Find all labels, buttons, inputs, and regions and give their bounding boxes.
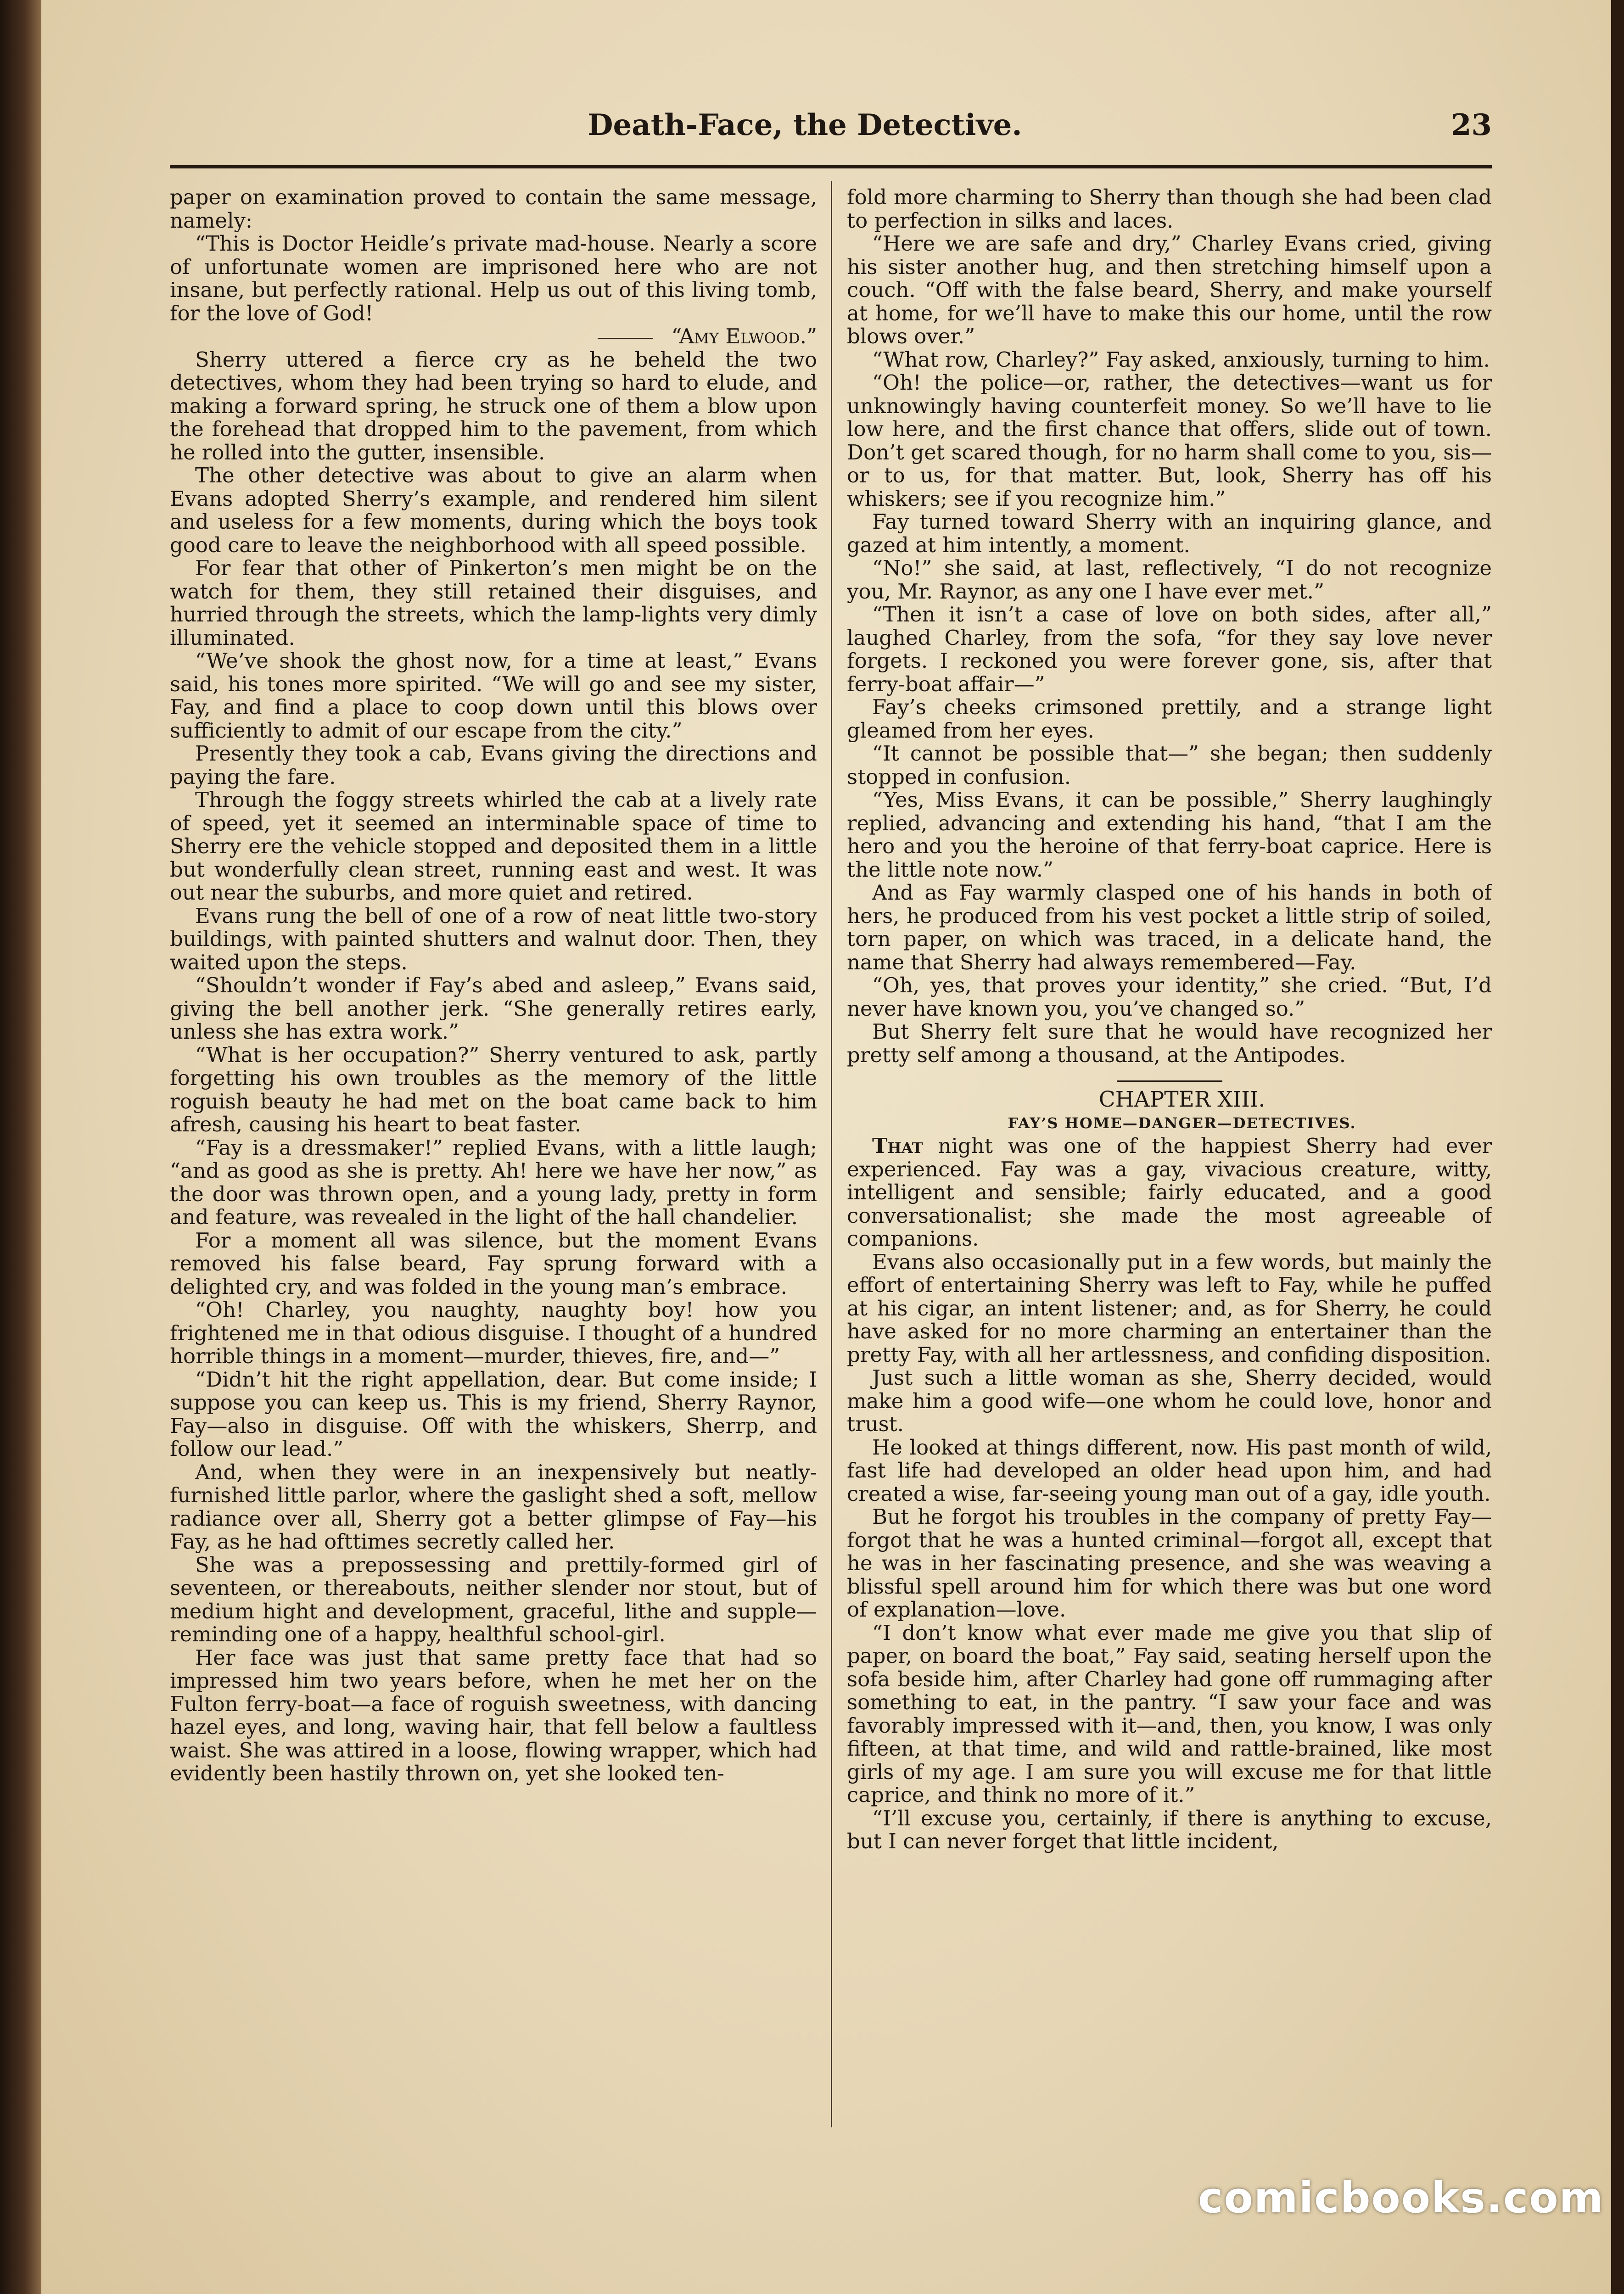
- paragraph: He looked at things different, now. His past month of wild, fast life had developed an older head upon him, and had created a wise, far-seeing young man out of a gay, idle youth.: [847, 1435, 1492, 1506]
- paragraph: “Here we are safe and dry,” Charley Evans cried, giving his sister another hug, and then stretching himself upon a couch. “Off with the false beard, Sherry, and make yourself at home, for we’ll have to make this our home, until the row blows over.”: [847, 231, 1492, 348]
- paragraph: Presently they took a cab, Evans giving the directions and paying the fare.: [170, 741, 817, 789]
- paragraph: Evans also occasionally put in a few words, but mainly the effort of entertaining Sherry was left to Fay, while he puffed at his cigar, an intent listener; and, as for Sherry, he could have asked for no more charming an entertainer than the pretty Fay, with all her artlessness, and confiding disposition.: [847, 1249, 1492, 1367]
- paragraph: Just such a little woman as she, Sherry decided, would make him a good wife—one whom he could love, honor and trust.: [847, 1365, 1492, 1436]
- paragraph: Fay turned toward Sherry with an inquiring glance, and gazed at him intently, a moment.: [847, 509, 1492, 557]
- chapter-first-word: That: [872, 1134, 923, 1158]
- paragraph: Through the foggy streets whirled the cab at a lively rate of speed, yet it seemed an interminable space of time to Sherry ere the vehicle stopped and deposited them in a little but wonderfully clean street, running east and west. It was out near the suburbs, and more quiet and retired.: [170, 788, 817, 905]
- binding-gutter: [0, 0, 41, 2294]
- paragraph: fold more charming to Sherry than though she had been clad to perfection in silks and laces.: [847, 186, 1492, 233]
- chapter-subtitle: FAY’S HOME—DANGER—DETECTIVES.: [1008, 1114, 1356, 1132]
- header-rule: [170, 165, 1492, 168]
- paragraph: “Then it isn’t a case of love on both sides, after all,” laughed Charley, from the sofa, “for they say love never forgets. I reckoned you were forever gone, sis, after that ferry-boat affair—”: [847, 602, 1492, 696]
- right-column: [847, 186, 1492, 2127]
- signature-dash: [598, 338, 653, 339]
- paragraph: “Fay is a dressmaker!” replied Evans, with a little laugh; “and as good as she is pretty. Ah! here we have her now,” as the door was thrown open, and a young lady, pretty in form and feature, was revealed in the light of the hall chandelier.: [170, 1135, 817, 1229]
- paragraph: “I don’t know what ever made me give you that slip of paper, on board the boat,” Fay said, seating herself upon the sofa beside him, after Charley had gone off rummaging after something to eat, in the pantry. “I saw your face and was favorably impressed with it—and, then, you know, I was only fifteen, at that time, and wild and rattle-brained, like most girls of my age. I am sure you will excuse me for that little caprice, and think no more of it.”: [847, 1620, 1492, 1807]
- paragraph: “We’ve shook the ghost now, for a time at least,” Evans said, his tones more spirited. “We will go and see my sister, Fay, and find a place to coop down until this blows over sufficiently to admit of our escape from the city.”: [170, 649, 817, 743]
- column-divider: [831, 181, 832, 2127]
- paragraph: “Yes, Miss Evans, it can be possible,” Sherry laughingly replied, advancing and extending his hand, “that I am the hero and you the heroine of that ferry-boat caprice. Here is the little note now.”: [847, 788, 1492, 882]
- paragraph: For a moment all was silence, but the moment Evans removed his false beard, Fay sprung forward with a delighted cry, and was folded in the young man’s embrace.: [170, 1228, 817, 1299]
- signature-text: “Amy Elwood.”: [671, 324, 817, 348]
- paragraph: For fear that other of Pinkerton’s men might be on the watch for them, they still retained their disguises, and hurried through the streets, which the lamp-lights very dimly illuminated.: [170, 556, 817, 650]
- paragraph: Her face was just that same pretty face that had so impressed him two years before, when he met her on the Fulton ferry-boat—a face of roguish sweetness, with dancing hazel eyes, and long, waving hair, that fell below a faultless waist. She was attired in a loose, flowing wrapper, which had evidently been hastily thrown on, yet she looked ten-: [170, 1645, 817, 1785]
- left-column: [170, 186, 817, 2127]
- paragraph: The other detective was about to give an alarm when Evans adopted Sherry’s example, and rendered him silent and useless for a few moments, during which the boys took good care to leave the neighborhood with all speed possible.: [170, 463, 817, 557]
- paragraph: “No!” she said, at last, reflectively, “I do not recognize you, Mr. Raynor, as any one I have ever met.”: [847, 556, 1492, 604]
- paragraph: “Oh! the police—or, rather, the detectives—want us for unknowingly having counterfeit money. So we’ll have to lie low here, and the first chance that offers, slide out of town. Don’t get scared though, for no harm shall come to you, sis—or to us, for that matter. But, look, Sherry has off his whiskers; see if you recognize him.”: [847, 370, 1492, 511]
- paragraph: “I’ll excuse you, certainly, if there is anything to excuse, but I can never forget that little incident,: [847, 1806, 1492, 1853]
- paragraph: “Oh, yes, that proves your identity,” she cried. “But, I’d never have known you, you’ve changed so.”: [847, 973, 1492, 1021]
- site-watermark: comicbooks.com: [1198, 2173, 1604, 2222]
- paragraph: “Oh! Charley, you naughty, naughty boy! how you frightened me in that odious disguise. I thought of a hundred horrible things in a moment—murder, thieves, fire, and—”: [170, 1298, 817, 1368]
- paragraph: And as Fay warmly clasped one of his hands in both of hers, he produced from his vest pocket a little strip of soiled, torn paper, on which was traced, in a delicate hand, the name that Sherry had always remembered—Fay.: [847, 880, 1492, 974]
- paragraph: She was a prepossessing and prettily-formed girl of seventeen, or thereabouts, neither slender nor stout, but of medium hight and development, graceful, lithe and supple—reminding one of a happy, healthful school-girl.: [170, 1552, 817, 1646]
- chapter-title: CHAPTER XIII.: [1098, 1087, 1266, 1112]
- paragraph: Evans rung the bell of one of a row of neat little two-story buildings, with painted shutters and walnut door. Then, they waited upon the steps.: [170, 903, 817, 974]
- chapter-rule: [1117, 1080, 1222, 1082]
- quoted-message: “This is Doctor Heidle’s private mad-house. Nearly a score of unfortunate women are imprisoned here who are not insane, but perfectly rational. Help us out of this living tomb, for the love of God!: [170, 231, 817, 325]
- message-signature: [170, 325, 817, 348]
- paragraph: But Sherry felt sure that he would have recognized her pretty self among a thousand, at the Antipodes.: [847, 1019, 1492, 1067]
- page-header: [170, 108, 1492, 158]
- paragraph: “What is her occupation?” Sherry ventured to ask, partly forgetting his own troubles as the memory of the little roguish beauty he had met on the boat came back to him afresh, causing his heart to beat faster.: [170, 1042, 817, 1136]
- paragraph: “Didn’t hit the right appellation, dear. But come inside; I suppose you can keep us. This is my friend, Sherry Raynor, Fay—also in disguise. Off with the whiskers, Sherrp, and follow our lead.”: [170, 1367, 817, 1461]
- paragraph: Fay’s cheeks crimsoned prettily, and a strange light gleamed from her eyes.: [847, 695, 1492, 743]
- paragraph: “It cannot be possible that—” she began; then suddenly stopped in confusion.: [847, 741, 1492, 789]
- paragraph: “What row, Charley?” Fay asked, anxiously, turning to him.: [872, 347, 1490, 372]
- page-number: 23: [1450, 108, 1492, 142]
- paragraph: But he forgot his troubles in the company of pretty Fay—forgot that he was a hunted criminal—forgot all, except that he was in her fascinating presence, and she was weaving a blissful spell around him for which there was but one word of explanation—love.: [847, 1505, 1492, 1622]
- opening-paragraph: paper on examination proved to contain the same message, namely:: [170, 186, 817, 233]
- chapter-first-paragraph-text: night was one of the happiest Sherry had ever experienced. Fay was a gay, vivacious creature, witty, intelligent and sensible; fairly educated, and a good conversationalist; she made the most agreeable of companions.: [847, 1134, 1492, 1251]
- paragraph: “Shouldn’t wonder if Fay’s abed and asleep,” Evans said, giving the bell another jerk. “She generally retires early, unless she has extra work.”: [170, 973, 817, 1044]
- chapter-first-paragraph: [847, 1135, 1492, 1251]
- paragraph: Sherry uttered a fierce cry as he beheld the two detectives, whom they had been trying so hard to elude, and making a forward spring, he struck one of them a blow upon the forehead that dropped him to the pavement, from which he rolled into the gutter, insensible.: [170, 347, 817, 464]
- paragraph: And, when they were in an inexpensively but neatly-furnished little parlor, where the gaslight shed a soft, mellow radiance over all, Sherry got a better glimpse of Fay—his Fay, as he had ofttimes secretly called her.: [170, 1460, 817, 1554]
- running-title: Death-Face, the Detective.: [588, 108, 1022, 142]
